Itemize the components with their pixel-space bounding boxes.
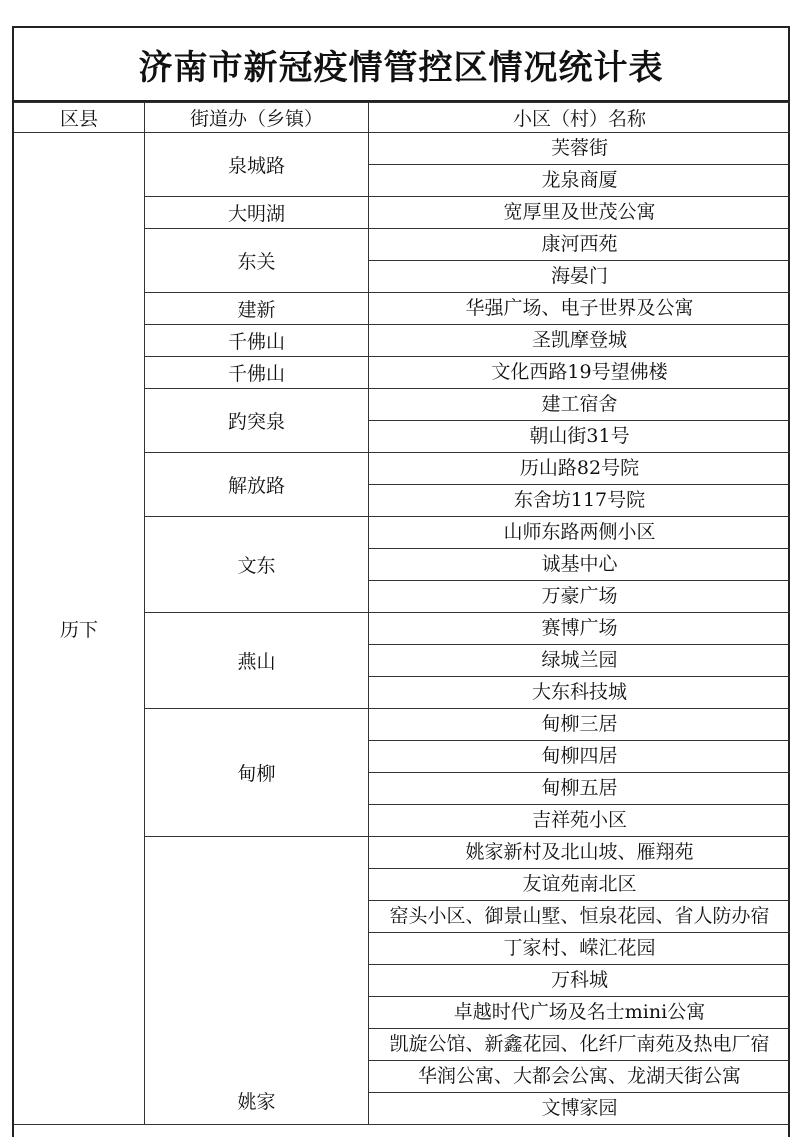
community-cell (369, 645, 791, 677)
header-row (14, 103, 790, 133)
community-name: 吉祥苑小区 (531, 809, 627, 831)
community-name: 华润公寓、大都会公寓、龙湖天街公寓 (417, 1065, 741, 1087)
community-cell (369, 581, 791, 613)
community-cell (369, 485, 791, 517)
community-cell (369, 229, 791, 261)
table-row (14, 133, 790, 165)
community-cell (369, 933, 791, 965)
community-name: 历山路82号院 (519, 457, 640, 479)
community-name: 大东科技城 (531, 681, 627, 703)
community-cell (369, 293, 791, 325)
community-name: 文博家园 (541, 1097, 618, 1119)
community-cell (369, 165, 791, 197)
community-cell (369, 1093, 791, 1125)
street-cell: 千佛山 (145, 325, 369, 357)
community-cell (369, 197, 791, 229)
community-cell (369, 997, 791, 1029)
community-cell (369, 773, 791, 805)
community-name: 凯旋公馆、新鑫花园、化纤厂南苑及热电厂宿 (389, 1033, 770, 1055)
community-name: 芙蓉街 (550, 137, 608, 159)
community-cell (369, 261, 791, 293)
community-cell (369, 741, 791, 773)
community-cell (369, 869, 791, 901)
community-cell (369, 709, 791, 741)
community-name: 窑头小区、御景山墅、恒泉花园、省人防办宿 (389, 905, 770, 927)
community-name: 海晏门 (550, 265, 608, 287)
community-name: 龙泉商厦 (541, 169, 618, 191)
street-cell: 燕山 (145, 613, 369, 709)
header-community: 小区（村）名称 (369, 103, 791, 133)
community-cell (369, 805, 791, 837)
header-district: 区县 (14, 103, 145, 133)
community-cell (369, 325, 791, 357)
street-cell: 姚家 (145, 837, 369, 1125)
community-cell (369, 517, 791, 549)
community-name: 东舍坊117号院 (513, 489, 646, 511)
community-name: 诚基中心 (541, 553, 618, 575)
table-body (14, 103, 790, 1125)
community-cell (369, 965, 791, 997)
community-name: 甸柳三居 (541, 713, 618, 735)
street-cell: 文东 (145, 517, 369, 613)
community-cell (369, 357, 791, 389)
community-name: 建工宿舍 (541, 393, 618, 415)
street-cell: 解放路 (145, 453, 369, 517)
community-name: 万豪广场 (541, 585, 618, 607)
community-cell (369, 901, 791, 933)
street-cell: 大明湖 (145, 197, 369, 229)
community-cell (369, 677, 791, 709)
street-cell: 千佛山 (145, 357, 369, 389)
community-cell (369, 453, 791, 485)
community-name: 朝山街31号 (529, 425, 630, 447)
community-name: 山师东路两侧小区 (503, 521, 656, 543)
street-cell: 东关 (145, 229, 369, 293)
community-name: 甸柳五居 (541, 777, 618, 799)
community-name: 绿城兰园 (541, 649, 618, 671)
community-name: 康河西苑 (541, 233, 618, 255)
header-street: 街道办（乡镇） (145, 103, 369, 133)
community-name: 丁家村、嵘汇花园 (503, 937, 656, 959)
community-name: 姚家新村及北山坡、雁翔苑 (465, 841, 694, 863)
control-zone-table (14, 102, 790, 1125)
street-cell: 趵突泉 (145, 389, 369, 453)
community-name: 宽厚里及世茂公寓 (503, 201, 656, 223)
community-cell (369, 837, 791, 869)
street-cell: 建新 (145, 293, 369, 325)
community-cell (369, 1061, 791, 1093)
street-cell: 泉城路 (145, 133, 369, 197)
community-name: 圣凯摩登城 (531, 329, 627, 351)
street-cell: 甸柳 (145, 709, 369, 837)
community-cell (369, 1029, 791, 1061)
community-name: 甸柳四居 (541, 745, 618, 767)
community-name: 友谊苑南北区 (522, 873, 637, 895)
community-name: 华强广场、电子世界及公寓 (465, 297, 694, 319)
statistics-sheet (12, 26, 790, 1137)
community-name: 赛博广场 (541, 617, 618, 639)
community-name: 文化西路19号望佛楼 (491, 361, 668, 383)
district-cell: 历下 (14, 133, 145, 1125)
community-cell (369, 613, 791, 645)
community-cell (369, 389, 791, 421)
community-cell (369, 549, 791, 581)
community-name: 卓越时代广场及名士mini公寓 (453, 1001, 706, 1023)
community-cell (369, 133, 791, 165)
sheet-title: 济南市新冠疫情管控区情况统计表 (14, 28, 788, 102)
community-cell (369, 421, 791, 453)
community-name: 万科城 (550, 969, 608, 991)
